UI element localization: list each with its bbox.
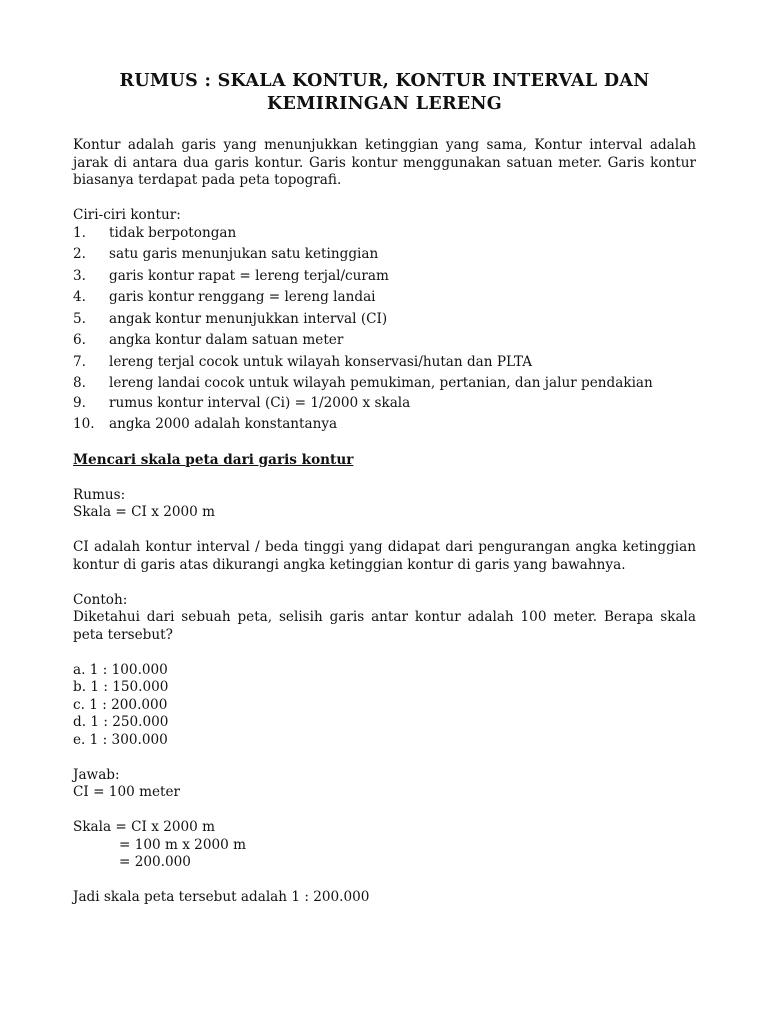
list-item-text: tidak berpotongan <box>109 224 237 241</box>
list-item-number: 10. <box>73 416 95 432</box>
list-item <box>73 246 696 264</box>
option-d: d. 1 : 250.000 <box>73 714 169 730</box>
option-a: a. 1 : 100.000 <box>73 661 168 678</box>
list-item-number: 6. <box>73 332 86 348</box>
list-item-number: 8. <box>73 375 86 391</box>
list-item-text: angka kontur dalam satuan meter <box>109 332 344 348</box>
list-item <box>73 311 696 329</box>
title-line-1: RUMUS : SKALA KONTUR, KONTUR INTERVAL DAN <box>119 71 650 91</box>
document-page <box>73 70 696 907</box>
explanation-paragraph: CI adalah kontur interval / beda tinggi yang didapat dari pengurangan angka ketinggian kontur di garis atas dikurangi angka ketinggian kontur di garis yang bawahnya. <box>73 539 696 573</box>
list-item-number: 3. <box>73 267 86 284</box>
title-line-2: KEMIRINGAN LERENG <box>266 94 502 114</box>
list-item <box>73 289 696 307</box>
list-item <box>73 375 696 393</box>
list-item-text: satu garis menunjukan satu ketinggian <box>109 246 379 262</box>
answer-label: Jawab: <box>73 766 120 783</box>
conclusion: Jadi skala peta tersebut adalah 1 : 200.000 <box>73 889 370 905</box>
document-title <box>73 70 696 116</box>
calc-line-1: Skala = CI x 2000 m <box>73 819 216 835</box>
list-item-text: garis kontur renggang = lereng landai <box>109 289 376 305</box>
calculation <box>73 819 696 872</box>
list-item-text: lereng terjal cocok untuk wilayah konservasi/hutan dan PLTA <box>109 353 533 370</box>
list-item-text: rumus kontur interval (Ci) = 1/2000 x skala <box>109 394 411 411</box>
criteria-list <box>73 225 696 434</box>
list-item-number: 2. <box>73 246 86 262</box>
calc-line-2: = 100 m x 2000 m <box>119 836 246 853</box>
example-question: Diketahui dari sebuah peta, selisih garis antar kontur adalah 100 meter. Berapa skala peta tersebut? <box>73 609 696 643</box>
formula-label: Rumus: <box>73 486 126 503</box>
list-item-text: lereng landai cocok untuk wilayah pemukiman, pertanian, dan jalur pendakian <box>109 375 653 391</box>
list-item <box>73 416 696 434</box>
calc-line-3: = 200.000 <box>119 854 191 870</box>
list-item <box>73 268 696 286</box>
section-heading: Mencari skala peta dari garis kontur <box>73 451 354 468</box>
list-item <box>73 225 696 243</box>
list-item-number: 5. <box>73 310 86 327</box>
option-e: e. 1 : 300.000 <box>73 731 168 748</box>
list-item-text: angka 2000 adalah konstantanya <box>109 416 338 432</box>
list-item-number: 1. <box>73 224 86 241</box>
option-c: c. 1 : 200.000 <box>73 696 168 713</box>
list-item-number: 4. <box>73 289 86 305</box>
list-item-text: angak kontur menunjukkan interval (CI) <box>109 310 388 327</box>
example-label: Contoh: <box>73 591 128 608</box>
formula: Skala = CI x 2000 m <box>73 504 216 520</box>
option-b: b. 1 : 150.000 <box>73 679 169 695</box>
list-item <box>73 332 696 350</box>
list-item-number: 7. <box>73 353 86 370</box>
list-item-number: 9. <box>73 394 86 411</box>
list-item-text: garis kontur rapat = lereng terjal/curam <box>109 267 389 284</box>
answer-ci: CI = 100 meter <box>73 784 181 800</box>
intro-paragraph: Kontur adalah garis yang menunjukkan ketinggian yang sama, Kontur interval adalah jarak di antara dua garis kontur. Garis kontur menggunakan satuan meter. Garis kontur biasanya terdapat pada peta topografi. <box>73 137 696 188</box>
list-item <box>73 395 696 413</box>
criteria-label: Ciri-ciri kontur: <box>73 207 181 223</box>
list-item <box>73 354 696 372</box>
answer-options <box>73 662 696 750</box>
